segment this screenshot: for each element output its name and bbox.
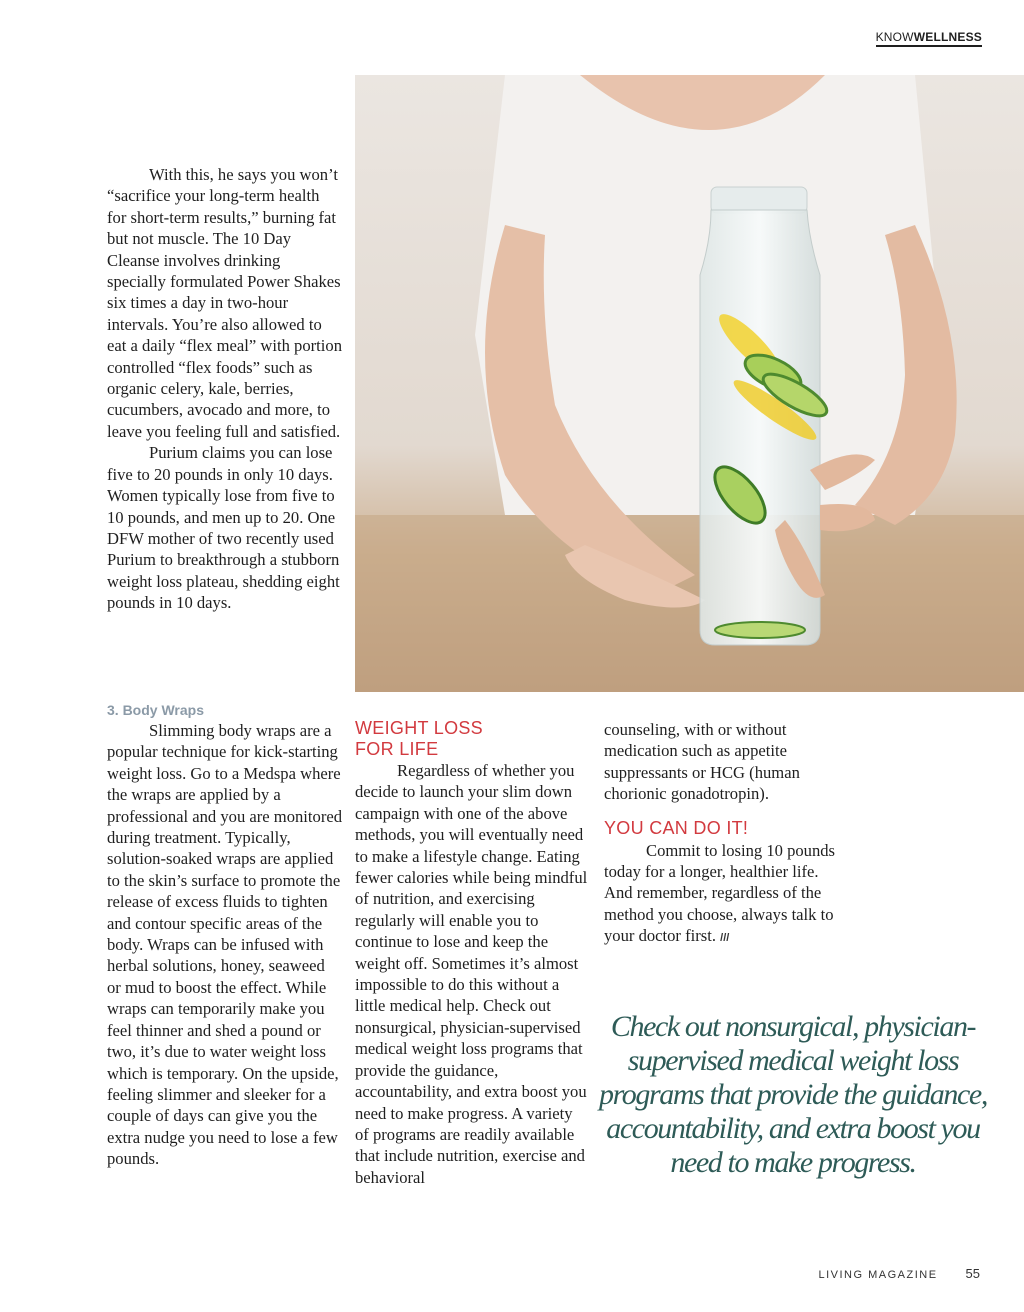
col3-paragraph-text: Commit to losing 10 pounds today for a longer, healthier life. And remember, regardless of the method you choose, always talk to your doctor first. <box>604 840 836 946</box>
col1-paragraph-2: Purium claims you can lose five to 20 pounds in only 10 days. Women typically lose from five to 10 pounds, and men up to 20. One DFW mother of two recently used Purium to breakthrough a stubborn weight loss plateau, shedding eight pounds in 10 days. <box>107 443 340 613</box>
article-photo <box>355 75 1024 692</box>
column-1-bottom <box>107 700 342 1170</box>
page-number: 55 <box>965 1266 980 1281</box>
footer-magazine-name: LIVING MAGAZINE <box>818 1269 938 1281</box>
pull-quote: Check out nonsurgical, physician-supervised medical weight loss programs that provide the guidance, accountability, and extra boost you need to make progress. <box>599 1010 987 1179</box>
col1-paragraph-1: With this, he says you won’t “sacrifice your long-term health for short-term results,” burning fat but not muscle. The 10 Day Cleanse involves drinking specially formulated Power Shakes six times a day in two-hour intervals. You’re also allowed to eat a daily “flex meal” with portion controlled “flex foods” such as organic celery, kale, berries, cucumbers, avocado and more, to leave you feeling full and satisfied. <box>107 165 342 441</box>
col2-paragraph: Regardless of whether you decide to launch your slim down campaign with one of the above methods, you will eventually need to make a lifestyle change. Eating fewer calories while being mindful of nutrition, and exercising regularly will enable you to continue to lose and keep the weight off. Sometimes it’s almost impossible to do this without a little medical help. Check out nonsurgical, physician-supervised medical weight loss programs that provide the guidance, accountability, and extra boost you need to make progress. A variety of programs are readily available that include nutrition, exercise and behavioral <box>355 761 588 1187</box>
header-brand-light: KNOW <box>875 30 914 44</box>
page-footer <box>818 1266 980 1281</box>
header-brand-bold: WELLNESS <box>913 30 982 44</box>
column-3 <box>604 719 839 950</box>
heading-weight-loss-for-life: WEIGHT LOSS FOR LIFE <box>355 718 483 759</box>
end-mark-icon: /// <box>720 932 730 945</box>
col3-paragraph <box>604 840 839 950</box>
column-2 <box>355 718 590 1188</box>
subhead-body-wraps: 3. Body Wraps <box>107 702 204 718</box>
heading-you-can-do-it: YOU CAN DO IT! <box>604 817 749 838</box>
section-header <box>876 30 982 47</box>
woman-holding-cucumber-lemon-water-bottle-icon <box>355 75 1024 692</box>
column-1-top <box>107 164 342 614</box>
col1-paragraph-3: Slimming body wraps are a popular technique for kick-starting weight loss. Go to a Medspa where the wraps are applied by a professional and you are monitored during treatment. Typically, solution-soaked wraps are applied to the skin’s surface to promote the release of excess fluids to tighten and contour specific areas of the body. Wraps can be infused with herbal solutions, honey, seaweed or mud to boost the effect. While wraps can temporarily make you feel thinner and shed a pound or two, it’s due to water weight loss which is temporary. On the upside, feeling slimmer and sleeker for a couple of days can give you the extra nudge you need to lose a few pounds. <box>107 721 343 1169</box>
col3-paragraph-continued: counseling, with or without medication such as appetite suppressants or HCG (human chorionic gonadotropin). <box>604 720 800 804</box>
